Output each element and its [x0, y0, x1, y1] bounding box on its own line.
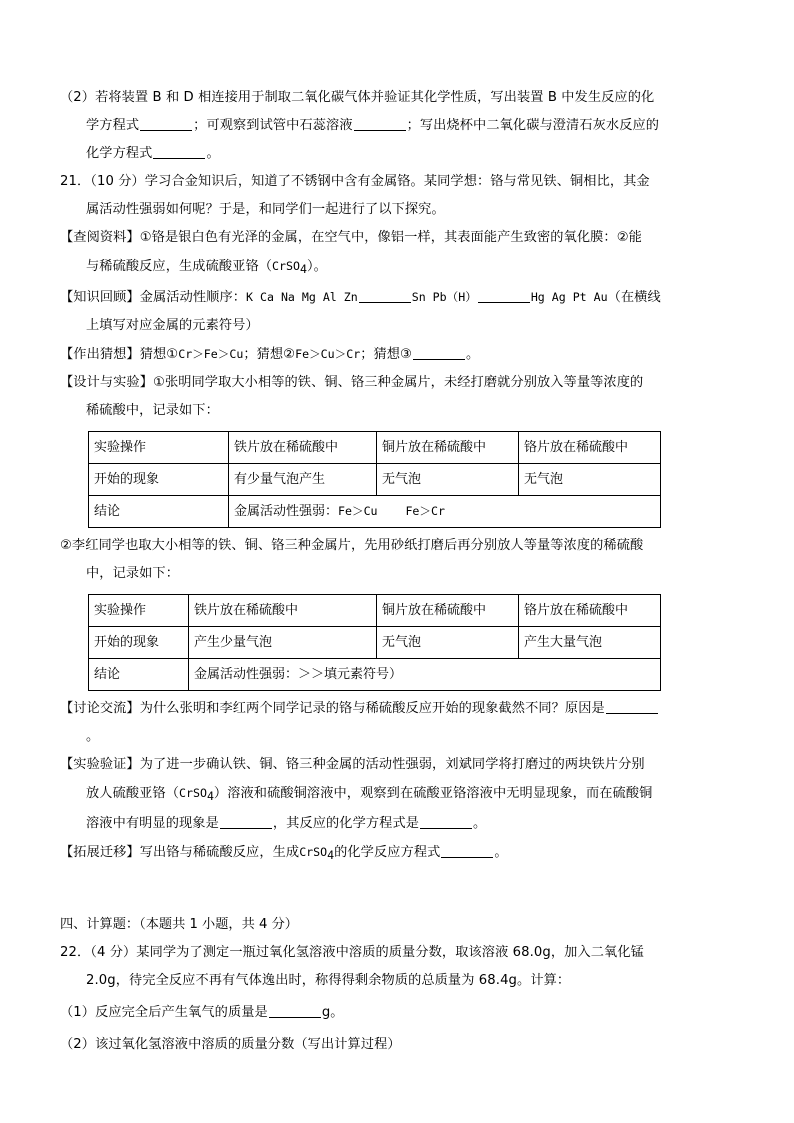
answer-blank[interactable] — [413, 346, 465, 360]
crso4-subscript: 4 — [206, 789, 214, 803]
table-cell-conclusion-label: 结论 — [89, 659, 189, 691]
answer-blank[interactable] — [269, 1004, 321, 1018]
activity-series-part-3: Hg Ag Pt Au — [530, 290, 608, 304]
section-spacer — [60, 869, 737, 911]
guess-text-a: 猜想① — [139, 347, 179, 362]
conclusion-formula-1: Fe＞Cu — [338, 504, 378, 518]
q20-line-2 — [60, 112, 737, 140]
q22-line-2: 2.0g，待完全反应不再有气体逸出时，称得得剩余物质的总质量为 68.4g。计算： — [86, 973, 571, 988]
answer-blank[interactable] — [140, 117, 192, 131]
conclusion-formula-2: Fe＞Cr — [405, 504, 445, 518]
table-cell: 实验操作 — [89, 595, 189, 627]
q21-guess-line — [60, 340, 737, 369]
q21-review-line-2: 上填写对应金属的元素符号） — [86, 318, 259, 333]
design-text-1: ①张明同学取大小相等的铁、铜、铬三种金属片，未经打磨就分别放入等量等浓度的 — [153, 375, 644, 390]
q21-stem-line-1: 21．（10 分）学习合金知识后，知道了不锈钢中含有金属铬。某同学想：铬与常见铁、铜相比，其金 — [60, 174, 650, 189]
reference-text-1: ①铬是银白色有光泽的金属，在空气中，像铝一样，其表面能产生致密的氧化膜：②能 — [139, 230, 642, 245]
table-cell: 产生大量气泡 — [519, 627, 661, 659]
answer-blank[interactable] — [441, 844, 493, 858]
crso4-subscript: 4 — [327, 848, 335, 862]
table-cell: 产生少量气泡 — [189, 627, 377, 659]
crso4-subscript: 4 — [299, 262, 307, 276]
q21-verification-line-2 — [60, 779, 737, 810]
review-text-b: （在横线 — [607, 290, 661, 305]
guess-text-c: ；猜想③ — [360, 347, 412, 362]
q21-review-line-1 — [60, 283, 737, 312]
table-cell: 有少量气泡产生 — [229, 464, 377, 496]
q22-line-1: 22．（4 分）某同学为了测定一瓶过氧化氢溶液中溶质的质量分数，取该溶液 68.0g，加入二氧化锰 — [60, 945, 644, 960]
table-row — [89, 627, 661, 659]
discussion-label: 【讨论交流】 — [60, 701, 140, 716]
q21-verification-line-1 — [60, 751, 737, 779]
answer-blank[interactable] — [420, 815, 472, 829]
q21-design2-line-2: 中，记录如下： — [86, 566, 180, 581]
table-cell: 无气泡 — [377, 464, 519, 496]
table-row — [89, 659, 661, 691]
verification-text-2a: 放人硫酸亚铬（ — [86, 786, 180, 801]
table-row — [89, 595, 661, 627]
table-row — [89, 432, 661, 464]
q21-reference-line-1 — [60, 224, 737, 252]
table-cell: 铁片放在稀硫酸中 — [229, 432, 377, 464]
q21-extension-line — [60, 838, 737, 869]
review-label: 【知识回顾】 — [60, 290, 140, 305]
question-20-part-2 — [60, 84, 737, 168]
q20-line-3 — [60, 140, 737, 168]
q21-reference-line-2 — [60, 252, 737, 283]
q21-discussion-line-2: 。 — [86, 729, 100, 744]
activity-series-part-1: K Ca Na Mg Al Zn — [246, 290, 358, 304]
crso4-formula: CrSO — [179, 786, 207, 800]
guess-text-b: ；猜想② — [243, 347, 296, 362]
table-cell: 铬片放在稀硫酸中 — [519, 432, 661, 464]
conclusion-text: 金属活动性强弱： — [234, 504, 339, 519]
table-row — [89, 464, 661, 496]
table-cell: 铬片放在稀硫酸中 — [519, 595, 661, 627]
q21-design-line-2: 稀硫酸中，记录如下： — [86, 403, 219, 418]
extension-text-c: 。 — [494, 845, 508, 860]
verification-text-3b: ，其反应的化学方程式是 — [272, 816, 420, 831]
table-cell: 开始的现象 — [89, 464, 229, 496]
review-text-a: 金属活动性顺序： — [139, 290, 247, 305]
guess-label: 【作出猜想】 — [60, 347, 140, 362]
section-4-calculation — [60, 911, 737, 1059]
reference-text-2a: 与稀硫酸反应，生成硫酸亚铬（ — [86, 259, 273, 274]
table-cell: 铜片放在稀硫酸中 — [377, 595, 519, 627]
guess-1-formula: Cr＞Fe＞Cu — [178, 347, 244, 361]
answer-blank[interactable] — [220, 815, 272, 829]
q21-stem-line-2: 属活动性强弱如何呢？于是，和同学们一起进行了以下探究。 — [86, 202, 445, 217]
extension-text-b: 的化学反应方程式 — [334, 845, 441, 860]
q21-discussion-line-1 — [60, 695, 737, 723]
experiment-table-1 — [88, 431, 661, 528]
table-cell: 实验操作 — [89, 432, 229, 464]
discussion-text: 为什么张明和李红两个同学记录的铬与稀硫酸反应开始的现象截然不同？原因是 — [139, 701, 605, 716]
design-label: 【设计与实验】 — [60, 375, 154, 390]
verification-text-2b: ）溶液和硫酸铜溶液中，观察到在硫酸亚铬溶液中无明显现象，而在硫酸铜 — [213, 786, 653, 801]
answer-blank[interactable] — [153, 145, 205, 159]
answer-blank[interactable] — [354, 117, 406, 131]
answer-blank[interactable] — [359, 289, 411, 303]
q20-line2-text-a: 学方程式 — [86, 118, 140, 133]
table-cell: 铜片放在稀硫酸中 — [377, 432, 519, 464]
q21-verification-line-3 — [60, 810, 737, 838]
q20-line3-text-a: 化学方程式 — [86, 146, 153, 161]
q20-line2-text-c: ；写出烧杯中二氧化碳与澄清石灰水反应的 — [406, 118, 660, 133]
extension-text-a: 写出铬与稀硫酸反应，生成 — [139, 845, 300, 860]
q21-design2-line-1: ②李红同学也取大小相等的铁、铜、铬三种金属片，先用砂纸打磨后再分别放人等量等浓度的稀硫酸 — [60, 538, 644, 553]
q22-sub1-text-b: g。 — [321, 1005, 344, 1020]
table-row — [89, 496, 661, 528]
verification-text-3c: 。 — [473, 816, 487, 831]
table-cell: 铁片放在稀硫酸中 — [189, 595, 377, 627]
crso4-formula: CrSO — [299, 845, 328, 859]
guess-text-d: 。 — [465, 347, 480, 362]
verification-label: 【实验验证】 — [60, 757, 140, 772]
q20-line2-text-b: ；可观察到试管中石蕊溶液 — [193, 118, 353, 133]
reference-label: 【查阅资料】 — [60, 230, 140, 245]
crso4-formula: CrSO — [272, 259, 300, 273]
table-cell: 开始的现象 — [89, 627, 189, 659]
extension-label: 【拓展迁移】 — [60, 845, 140, 860]
question-21 — [60, 168, 737, 869]
table-cell-conclusion-value: 金属活动性强弱：＞＞填元素符号） — [189, 659, 661, 691]
verification-text-1: 为了进一步确认铁、铜、铬三种金属的活动性强弱，刘斌同学将打磨过的两块铁片分别 — [139, 757, 645, 772]
table-cell-conclusion-label: 结论 — [89, 496, 229, 528]
q22-sub-1 — [60, 999, 737, 1027]
reference-text-2b: ）。 — [306, 259, 327, 274]
experiment-table-2 — [88, 594, 661, 691]
q22-sub1-text-a: （1）反应完全后产生氧气的质量是 — [60, 1005, 268, 1020]
activity-series-part-2: Sn Pb（H） — [411, 290, 477, 304]
answer-blank[interactable] — [606, 700, 658, 714]
verification-text-3a: 溶液中有明显的现象是 — [86, 816, 219, 831]
section-4-title: 四、计算题：（本题共 1 小题，共 4 分） — [60, 917, 298, 932]
q20-line-1: （2）若将装置 B 和 D 相连接用于制取二氧化碳气体并验证其化学性质，写出装置 B 中发生反应的化 — [60, 90, 655, 105]
answer-blank[interactable] — [478, 289, 530, 303]
table-cell: 无气泡 — [377, 627, 519, 659]
q20-line3-text-b: 。 — [206, 146, 220, 161]
table-cell: 无气泡 — [519, 464, 661, 496]
guess-2-formula: Fe＞Cu＞Cr — [295, 347, 361, 361]
q21-design-line-1 — [60, 369, 737, 397]
q22-sub-2: （2）该过氧化氢溶液中溶质的质量分数（写出计算过程） — [60, 1037, 401, 1052]
table-cell-conclusion-value — [229, 496, 661, 528]
